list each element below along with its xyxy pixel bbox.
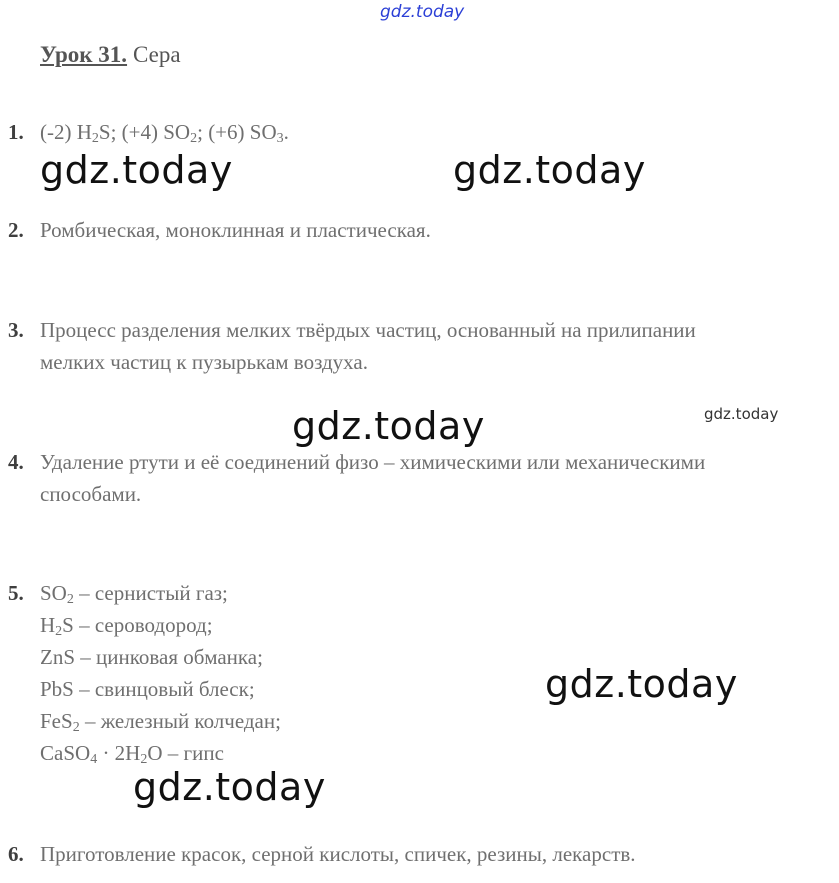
watermark: gdz.today bbox=[133, 765, 326, 809]
mineral-line: PbS – свинцовый блеск; bbox=[40, 677, 255, 701]
mineral-line: CaSO$_4$ · $2H_2O$ – гипс bbox=[40, 741, 224, 767]
answer-5 bbox=[40, 577, 281, 769]
answer-4 bbox=[40, 446, 705, 510]
watermark: gdz.today bbox=[545, 662, 738, 706]
mineral-line: $H_2S$ – сероводород; bbox=[40, 613, 213, 639]
watermark: gdz.today bbox=[453, 148, 646, 192]
answer-1: (-2) $H_2S$; (+4) $SO_2$; (+6) $SO_3$. bbox=[40, 120, 289, 146]
mineral-line: FeS$_2$ – железный колчедан; bbox=[40, 709, 281, 735]
lesson-topic: Сера bbox=[133, 42, 181, 67]
item-number-6: 6. bbox=[8, 842, 24, 866]
watermark: gdz.today bbox=[40, 148, 233, 192]
answer-3 bbox=[40, 314, 696, 378]
answer-3-line-2: мелких частиц к пузырькам воздуха. bbox=[40, 350, 368, 374]
lesson-number: Урок 31. bbox=[40, 42, 128, 67]
mineral-line: $SO_2$ – сернистый газ; bbox=[40, 581, 228, 607]
answer-3-line-1: Процесс разделения мелких твёрдых частиц, основанный на прилипании bbox=[40, 318, 696, 342]
answer-4-line-2: способами. bbox=[40, 482, 142, 506]
mineral-line: ZnS – цинковая обманка; bbox=[40, 645, 263, 669]
item-number-5: 5. bbox=[8, 581, 24, 605]
page-title bbox=[40, 42, 181, 68]
item-number-4: 4. bbox=[8, 450, 24, 474]
answer-4-line-1: Удаление ртути и её соединений физо – химическими или механическими bbox=[40, 450, 706, 474]
watermark-small: gdz.today bbox=[704, 405, 779, 423]
answer-6: Приготовление красок, серной кислоты, спичек, резины, лекарств. bbox=[40, 842, 636, 866]
item-number-1: 1. bbox=[8, 120, 24, 144]
watermark: gdz.today bbox=[292, 404, 485, 448]
watermark-top: gdz.today bbox=[380, 2, 465, 22]
item-number-2: 2. bbox=[8, 218, 24, 242]
answer-2: Ромбическая, моноклинная и пластическая. bbox=[40, 218, 431, 242]
item-number-3: 3. bbox=[8, 318, 24, 342]
